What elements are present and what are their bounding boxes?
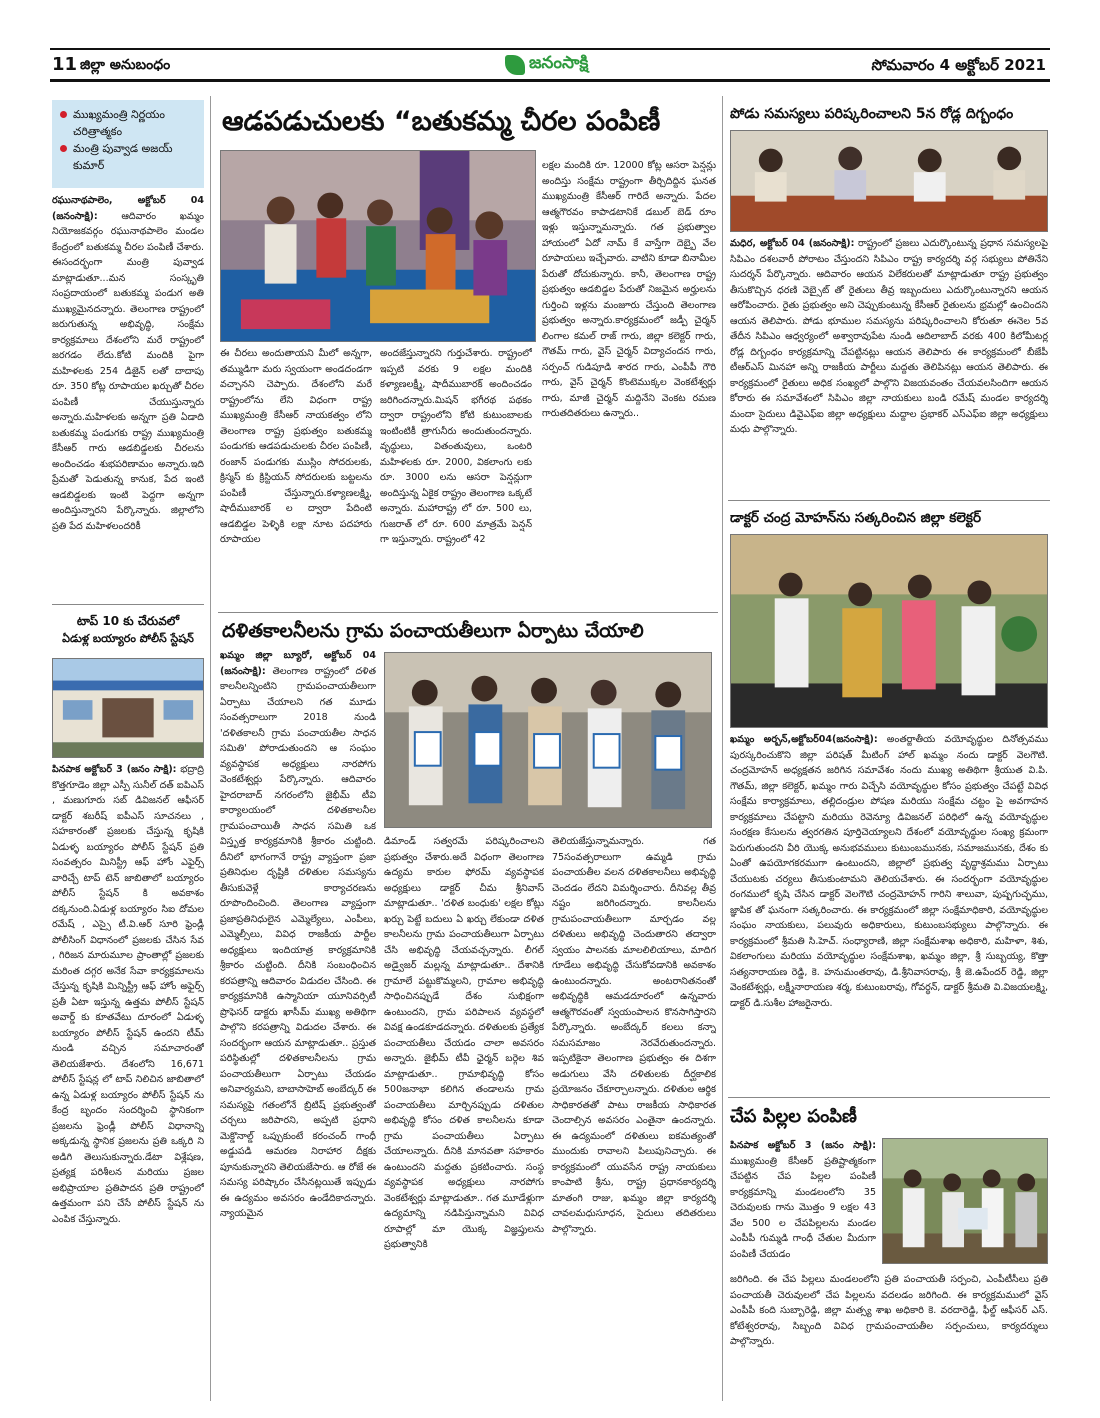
page-number: 11 — [52, 54, 78, 75]
issue-date: సోమవారం 4 అక్టోబర్ 2021 — [871, 56, 1046, 74]
highlights-box — [52, 100, 204, 188]
police-station-photo — [52, 658, 204, 758]
dalit-headline: దళితకాలనీలను గ్రామ పంచాయతీలుగా ఏర్పాటు చేయాలి — [222, 620, 644, 642]
podu-dateline: మధిర, అక్టోబర్ 04 (జనంసాక్షి): — [730, 238, 855, 249]
fish-dateline: పినపాక అక్టోబర్ 3 (జనం సాక్షి): — [730, 1140, 876, 1151]
highlight-item — [60, 140, 196, 174]
collector-dateline: ఖమ్మం అర్బన్,అక్టోబర్04(జనంసాక్షి): — [730, 734, 878, 745]
box-dateline: పినపాక అక్టోబర్ 3 (జనం సాక్షి): — [52, 764, 177, 775]
podu-headline: పోడు సమస్యలు పరిష్కరించాలని 5న రోడ్ల దిగ్బంధం — [730, 106, 1014, 122]
column-divider — [210, 96, 211, 1401]
podu-body — [730, 236, 1048, 496]
podu-press-photo — [730, 130, 1048, 232]
collector-body — [730, 732, 1048, 1092]
logo-text: జనంసాక్షి — [529, 53, 589, 73]
box-body — [52, 762, 204, 1392]
fish-body-text: ముఖ్యమంత్రి కేసీఆర్ ప్రతిష్టాత్మకంగా చేపట్టిన చేప పిల్లల పంపిణీ కార్యక్రమాన్ని మండలంలోని 35 చెరువులకు గాను మొత్తం 9 లక్షల 43 వేల 500 ల చేపపిల్లలను మండల ఎంపీపీ గుమ్మడి గాంధీ చేతుల మీదుగా పంపిణీ చేయడం — [730, 1155, 876, 1260]
lead-col-3: అందజేస్తున్నారని గుర్తుచేశారు. రాష్ట్రంలో ఇప్పటి వరకు 9 లక్షల మందికి కళ్యాణలక్ష్మీ, షాదీముబారక్ అందించడం జరిగిందన్నారు.మిషన్ భగీరథ పథకం ద్వారా రాష్ట్రంలోని కోటి కుటుంబాలకు ఇంటింటికీ త్రాగునీరు అందుతుందన్నారు. వృద్ధులు, వితంతువులు, ఒంటరి మహిళలకు రూ. 2000, వికలాంగు లకు రూ. 3000 లను ఆసరా పెన్షన్లుగా అందిస్తున్న ఏకైక రాష్ట్రం తెలంగాణ ఒక్కటే అన్నారు. మహారాష్ట్ర లో రూ. 500 లు, గుజరాత్ లో రూ. 600 మాత్రమే పెన్షన్ గా ఇస్తున్నారు. రాష్ట్రంలో 42 — [380, 348, 532, 545]
lead-col-2: ఈ చీరలు అందుతాయని మీలో అన్నగా, తమ్ముడిగా మరు స్వయంగా అండదండగా వచ్చానని చెప్పారు. దేశంలోని మరే రాష్ట్రంలోను లేని విధంగా రాష్ట్ర ముఖ్యమంత్రి కేసీఆర్ నాయకత్వం లోని తెలంగాణ రాష్ట్ర ప్రభుత్వం బతుకమ్మ పండుగకు ఆడపడుచులకు చీరల పంపిణీ, రంజాన్ పండుగకు ముస్లిం సోదరులకు, క్రిస్మస్ కు క్రిస్టియన్ సోదరులకు బట్టలను పంపిణీ చేస్తున్నారు.కళ్యాణలక్ష్మి, షాదీముబారక్ ల ద్వారా పేదింటి ఆడబిడ్డల పెళ్ళికి లక్షా నూట పదహారు రూపాయల — [220, 348, 372, 545]
box-body-text: భద్రాద్రి కొత్తగూడెం జిల్లా ఎస్పీ సునీల్ దత్ ఐపిఎస్ , మణుగూరు సబ్ డివిజనల్ ఆఫీసర్ డాక్టర్ శబరీష్ ఐపీఎస్ సూచనలు , సహకారంతో ప్రజలకు చేస్తున్న కృషికి ఏడుళ్ళ బయ్యారం పోలీస్ స్టేషన్ ప్రతి సంవత్సరం మినిస్ట్రీ ఆఫ్ హోం ఎఫైర్స్ వారిచ్చే టాప్ టెన్ జాబితాలో బయ్యారం పోలీస్ స్టేషన్ కి అవకాశం దక్కనుంది.ఏడుళ్ల బయ్యారం సిఐ దోమల రమేష్ , ఎస్సై టీ.వి.ఆర్ సూరి ఫ్రెండ్లీ పోలీసింగ్ విధానంలో ప్రజలకు చేసిన సేవ , గిరిజన మారుమూల ప్రాంతాల్లో ప్రజలకు మరింత దగ్గర అనేక సేవా కార్యక్రమాలను చేస్తున్న కృషికి మిన్నిస్ట్రీ ఆఫ్ హోం అఫైర్స్ ప్రతీ ఏటా ఇస్తున్న ఉత్తమ పోలీస్ స్టేషన్ అవార్డ్ కు కూతవేటు దూరంలో ఏడుళ్ళ బయ్యారం పోలీస్ స్టేషన్ ఉందని టీమ్ నుండి వచ్చిన సమాచారంతో తెలియజేశారు. దేశంలోని 16,671 పోలీస్ స్టేషన్ల లో టాప్ నిలిచిన జాబితాలో ఉన్న ఏడుళ్ల బయ్యారం పోలీస్ స్టేషన్ ను కేంద్ర బృందం సందర్శించి స్థానికంగా ప్రజలను ఫ్రెండ్లీ పోలీస్ విధానాన్ని అక్కడున్న స్థానిక ప్రజలను ప్రతి ఒక్కరి ని అడిగి తెలుసుకున్నారు.డేటా విశ్లేషణ, ప్రత్యక్ష పరిశీలన మరియు ప్రజల అభిప్రాయాల ప్రతిపాదన ప్రతి రాష్ట్రంలో ఉత్తమంగా పని చేసే పోలీస్ స్టేషన్ ను ఎంపిక చేస్తున్నారు. — [52, 764, 204, 1225]
podu-body-text: రాష్ట్రంలో ప్రజలు ఎదుర్కొంటున్న ప్రధాన సమస్యలపై సిపిఎం దశలవారీ పోరాటం చేస్తుందని సిపిఎం రాష్ట్ర కార్యదర్శి వర్గ సభ్యులు పోతినేని సుదర్శన్ పేర్కొన్నారు. ఆదివారం ఆయన విలేకరులతో మాట్లాడుతూ రాష్ట్ర ప్రభుత్వం తీసుకొచ్చిన ధరణి వెబ్సైట్ తో రైతులు తీవ్ర ఇబ్బందులు ఎదుర్కొంటున్నారని ఆయన ఆరోపించారు. రైతు ప్రభుత్వం అని చెప్పుకుంటున్న కేసీఆర్ రైతులను భ్రమల్లో ఉంచిందని ఆయన తెలిపారు. పోడు భూముల సమస్యను పరిష్కరించాలని కోరుతూ ఈనెల 5వ తేదీన సిపిఎం ఆధ్వర్యంలో అశ్వారావుపేట నుండి ఆదిలాబాద్ వరకు 400 కిలోమీటర్ల రోడ్ల దిగ్బంధం కార్యక్రమాన్ని చేపట్టినట్లు ఆయన తెలిపారు ఈ కార్యక్రమంలో బీజేపీ టీఆర్ఎస్ మినహా అన్ని రాజకీయ పార్టీలు మద్దతు తెలిపినట్లు ఆయన తెలిపారు. ఈ కార్యక్రమంలో రైతులు అధిక సంఖ్యలో పాల్గొని విజయవంతం చేయవలసిందిగా ఆయన కోరారు ఈ సమావేశంలో సిపిఎం జిల్లా నాయకులు బండి రమేష్ మండల కార్యదర్శి మందా సైదులు డివైఎఫ్ఐ జిల్లా అధ్యక్షులు మద్దాల ప్రభాకర్ ఎస్ఎఫ్ఐ జిల్లా అధ్యక్షులు మధు పాల్గొన్నారు. — [730, 238, 1048, 435]
box-headline — [52, 612, 204, 652]
lead-col-1 — [52, 193, 204, 600]
collector-headline: డాక్టర్ చంద్ర మోహన్‌ను సత్కరించిన జిల్లా కలెక్టర్ — [730, 510, 981, 526]
fish-distribution-photo — [882, 1138, 1048, 1264]
story-divider — [218, 612, 718, 613]
story-divider — [728, 500, 1050, 501]
lead-body-1: ఆదివారం ఖమ్మం నియోజకవర్గం రఘునాథపాలెం మండల కేంద్రంలో బతుకమ్మ చీరల పంపిణీ చేశారు. ఈసందర్భంగా మంత్రి పువ్వాడ మాట్లాడుతూ...మన సంస్కృతి సంప్రదాయంలో బతుకమ్మ పండుగ అతి ముఖ్యమైనదన్నారు. తెలంగాణ రాష్ట్రంలో జరుగుతున్న అభివృద్ధి, సంక్షేమ కార్యక్రమాలు దేశంలోని మరే రాష్ట్రంలో జరగడం లేదు.కోటి మందికి పైగా మహిళలకు 254 డిజైన్ లతో దాదాపు రూ. 350 కోట్ల రూపాయల ఖర్చుతో చీరల పంపిణీ చేయుస్తున్నారు అన్నారు.మహిళలకు అన్నగా ప్రతి ఏడాది బతుకమ్మ పండుగకు రాష్ట్ర ముఖ్యమంత్రి కేసీఆర్ గారు ఆడబిడ్డలకు చీరలను అందించడం శుభపరిణామం అన్నారు.ఇది ప్రేమతో పెడుతున్న కానుక, పేద ఇంటి ఆడబిడ్డలకు ఇంటి పెద్దగా అన్నగా అందిస్తున్నారని పేర్కొన్నారు. జిల్లాలోని ప్రతి పేద మహిళలందరికీ — [52, 210, 204, 532]
collector-felicitation-photo — [730, 534, 1048, 728]
lead-dateline: రఘునాథపాలెం, అక్టోబర్ 04 (జనంసాక్షి): — [52, 195, 204, 222]
bathukamma-photo — [220, 150, 536, 342]
section-title: జిల్లా అనుబంధం — [80, 57, 171, 73]
fish-body-narrow — [730, 1138, 876, 1270]
bullet-icon — [60, 145, 67, 152]
dalit-col-2: డిమాండ్ సత్వరమే పరిష్కరించాలని ప్రభుత్వం చేశారు.అదే విధంగా తెలంగాణ ఉద్యమ కారుల ఫోరమ్ వ్యవస్థాపక అధ్యక్షులు డాక్టర్ చీమ శ్రీనివాస్ మాట్లాడుతూ.. 'దళిత బంధుకు' లక్షల కోట్లు ఖర్చు పెట్టే బదులు ఏ ఖర్చు లేకుండా దళిత కాలనీలను గ్రామ పంచాయతీలుగా ఏర్పాటు చేసి అభివృద్ధి చేయవచ్చన్నారు. లీగల్ అడ్వైజర్ మల్లన్న మాట్లాడుతూ.. దేశానికి గ్రామాలే పట్టుకొమ్మలని, గ్రామాల అభివృద్ధి సాధించినప్పుడే దేశం సుభిక్షంగా ఉంటుందని, గ్రామ పరిపాలన వ్యవస్థలో వివక్ష ఉండకూడదన్నారు. దళితులకు ప్రత్యేక పంచాయతీలు చేయడం చాలా అవసరం అన్నారు. జైభీమ్ టీవీ ఛైర్మన్ బర్గెల శివ మాట్లాడుతూ.. గ్రామాభివృద్ధి కోసం 500జనాభా కలిగిన తండాలను గ్రామ పంచాయతీలు మార్చినప్పుడు దళితుల అభివృద్ధి కోసం దళిత కాలనీలను కూడా గ్రామ పంచాయతీలు ఏర్పాటు చేయాలన్నారు. దీనికి మానవతా సహకారం ఉంటుందని మద్దతు ప్రకటించారు. సంస్థ వ్యవస్థాపక అధ్యక్షులు నారపోగు వెంకటేశ్వర్లు మాట్లాడుతూ.. గత మూడేళ్లుగా ఉద్యమాన్ని నడిపిస్తున్నామని వివిధ రూపాల్లో మా యొక్క విజ్ఞప్తులను ప్రభుత్వానికి — [384, 836, 544, 1250]
story-divider — [728, 1097, 1050, 1098]
column-divider — [722, 96, 723, 1401]
fish-headline: చేప పిల్లల పంపిణీ — [730, 1106, 857, 1127]
dalit-pamphlet-photo — [384, 652, 712, 828]
dalit-body-1: తెలంగాణ రాష్ట్రంలో దళిత కాలనీలన్నింటిని గ్రామపంచాయతీలుగా ఏర్పాటు చేయాలని గత మూడు సంవత్సరాలుగా 2018 నుండి 'దళితకాలనీ గ్రామ పంచాయతీల సాధన సమితి' పోరాడుతుందని ఆ సంఘం వ్యవస్థాపక అధ్యక్షులు నారపోగు వెంకటేశ్వర్లు పేర్కొన్నారు. ఆదివారం హైదరాబాద్ నగరంలోని జైభీమ్ టీవి కార్యాలయంలో దళితకాలనీల గ్రామపంచాయితీ సాధన సమితి ఒక విస్తృత్త కార్యక్రమానికి శ్రీకారం చుట్టింది. దీనిలో భాగంగానే రాష్ట్ర వ్యాప్తంగా ప్రజా ప్రతినిధుల దృష్టికి దళితుల సమస్యను తీసుకువెళ్లే కార్యాచరణను రూపొందించింది. తెలంగాణ వ్యాప్తంగా ప్రజాప్రతినిధులైన ఎమ్మెల్యేలు, ఎంపీలు, ఎమ్మెల్సీలు, వివిధ రాజకీయ పార్టీల అధ్యక్షులు ఇందియాత్ర కార్యక్రమానికి శ్రీకారం చుట్టింది. దీనికి సంబంధించిన కరపత్రాన్ని ఆదివారం విడుదల చేసింది. ఈ కార్యక్రమానికి ఉస్మానియా యూనివర్సిటీ ప్రొఫెసర్ డాక్టరు ఖాసీమ్ ముఖ్య అతిథిగా పాల్గొని కరపత్రాన్ని విడుదల చేశారు. ఈ సందర్భంగా ఆయన మాట్లాడుతూ.. ప్రస్తుత పరిస్థితుల్లో దళితకాలనీలను గ్రామ పంచాయతీలుగా ఏర్పాటు చేయడం అనివార్యమని, బాబాసాహెబ్ అంబేద్కర్ ఈ సమస్యపై గతంలోనే బ్రిటిష్ ప్రభుత్వంతో చర్చలు జరిపారని, అప్పటి ప్రధాని మెక్డొనాల్డ్ ఒప్పుకుంటే కరంచంద్ గాంధీ అడ్డుపడి ఆమరణ నిరాహార దీక్షకు పూనుకున్నారని తెలియజేసారు. ఆ రోజే ఈ సమస్య పరిష్కారం చేసినట్లయితే ఇప్పుడు ఈ ఉద్యమం అవసరం ఉండేదికాదన్నారు. న్యాయమైన — [220, 665, 376, 1219]
story-divider — [52, 604, 204, 605]
collector-body-text: అంతర్జాతీయ వయోవృద్ధుల దినోత్సవము పురస్కరించుకొని జిల్లా పరిషత్ మీటింగ్ హాల్ ఖమ్మం నందు డాక్టర్ వెలగౌటి. చంద్రమోహన్ అధ్యక్షతన జరిగిన సమావేశం నందు ముఖ్య అతిథిగా శ్రీయుత వి.పి. గౌతమ్, జిల్లా కలెక్టర్, ఖమ్మం గారు విచ్చేసి వయోవృద్ధుల కోసం ప్రభుత్వం చేపట్టే వివిధ సంక్షేమ కార్యాక్రమాలు, తల్లిదండ్రుల పోషణ మరియు సంక్షేమ చట్టం పై అవగాహన కార్యక్రమాలు చేపట్టాని మరియు రెవెన్యూ డివిజనల్ పరిధిలో ఉన్న వయోవృద్ధుల సంరక్షణ కేసులను త్వరగతిన పూర్తిచెయ్యాలని దేశంలో వయోవృద్ధుల సంఖ్య క్రమంగా పెరుగుతుందని వీరి యొక్క అనుభవములు కుటుంబమునకు, సమాజమునకు, దేశం కు ఏంతో ఉపయోగకరముగా ఉంటుందని, జిల్లాలో ప్రభుత్వ వృద్ధాశ్రమము ఏర్పాటు చేయుటకు చర్యలు తీసుకుంటామని తెలియచేశారు. ఈ సందర్భంగా వయోవృద్ధుల రంగములో కృషి చేసిన డాక్టర్ వెలగౌటి చంద్రమోహన్ గారిని శాలువా, పుష్పగుచ్ఛము, జ్ఞాపిక తో ఘనంగా సత్కరించారు. ఈ కార్యక్రమంలో జిల్లా సంక్షేమాధికారి, వయోవృద్ధుల సంఘం నాయకులు, పలువురు అధికారులు, కుటుంబసభ్యులు పాల్గొన్నారు. ఈ కార్యక్రమంలో శ్రీమతి సి.హెచ్. సంధ్యారాణి, జిల్లా సంక్షేమశాఖ అధికారి, మహిళా, శిశు, వికలాంగులు మరియు వయోవృద్ధుల సంక్షేమశాఖ, ఖమ్మం జిల్లా, శ్రీ సుబ్బయ్య, కొత్తా సత్యనారాయణ రెడ్డి, కె. హనుమంతరావు, డి.శ్రీనివాసరావు, శ్రీ జె.ఉపేందర్ రెడ్డి, జిల్లా వెంకటేశ్వర్లు, లక్ష్మీనారాయణ శర్మ, కుటుంబరావు, గోవర్ధన్, డాక్టర్ శ్రీమతి వి.విజయలక్ష్మి, డాక్టర్ డి.సుశీల హాజరైనారు. — [730, 734, 1048, 1009]
lead-headline: ఆడపడుచులకు “బతుకమ్మ చీరల పంపిణీ — [222, 106, 661, 137]
highlight-text: మంత్రి పువ్వాడ అజయ్ కుమార్ — [73, 142, 173, 172]
highlight-item — [60, 106, 196, 140]
highlight-text: ముఖ్యమంత్రి నిర్ణయం చరిత్రాత్మకం — [73, 108, 165, 138]
masthead — [50, 48, 1050, 82]
dalit-col-3: తెలియజేస్తున్నామన్నారు. గత 75సంవత్సరాలుగా ఉమ్మడి గ్రామ పంచాయతీల వలన దళితకాలనీలు అభివృద్ధి చెందడం లేదని విమర్శించారు. దీనివల్ల తీవ్ర నష్టం జరిగిందన్నారు. కాలనీలను గ్రామపంచాయతీలుగా మార్చడం వల్ల దళితులు అభివృద్ధి చెందుతారని తద్వారా స్వయం పాలనకు మాలలిలియాలు, మాదిగ గూడేలు అభివృద్ధి చేసుకోవడానికి అవకాశం ఉంటుందన్నారు. అంటరానితనంతో అభివృద్ధికి ఆమడదూరంలో ఉన్నవారు ఆత్మగౌరవంతో స్వయంపాలన కొనసాగిస్తారని పేర్కొన్నారు. అంబేద్కర్ కలలు కన్నా సమసమాజం నెరవేరుతుందన్నారు. ఇప్పటికైనా తెలంగాణ ప్రభుత్వం ఈ దిశగా అడుగులు వేసి దళితులకు దీర్ఘకాలిక ప్రయోజనం చేకూర్చాలన్నారు. దళితుల ఆర్థిక సాధికారతతో పాటు రాజకీయ సాధికారత చెందాల్సిన అవసరం ఎంతైనా ఉందన్నారు. ఈ ఉద్యమంలో దళితులు ఐకమత్యంతో ముందుకు రావాలని పిలుపునిచ్చారు. ఈ కార్యక్రమంలో యువసేన రాష్ట్ర నాయకులు కాంపాటి శ్రీను, రాష్ట్ర ప్రధానకార్యదర్శి మాతంగి రాజు, ఖమ్మం జిల్లా కార్యదర్శి చావలమధుసూధన, సైదులు తదితరులు పాల్గొన్నారు. — [552, 836, 716, 1235]
fish-body-wide: జరిగింది. ఈ చేప పిల్లలు మండలంలోని ప్రతి పంచాయతీ సర్పంచి, ఎంపీటీసీలు ప్రతి పంచాయతీ చెరువులలో చేప పిల్లలను వదలడం జరిగింది. ఈ కార్యక్రమములో వైస్ ఎంపీపీ కంది సుబ్బారెడ్డి, జిల్లా మత్స్య శాఖ అధికారి కె. వరదారెడ్డి, ఫీల్డ్ ఆఫీసర్ ఎస్. కోటేశ్వరరావు, సిబ్బంది వివిధ గ్రామపంచాయతీల సర్పంచులు, కార్యదర్శులు పాల్గొన్నారు. — [730, 1274, 1048, 1347]
dalit-dateline: ఖమ్మం జిల్లా బ్యూరో, అక్టోబర్ 04 (జనంసాక్షి): — [220, 650, 376, 677]
logo-leaf-icon — [505, 55, 525, 75]
box-headline-line: ఏడుళ్ల బయ్యారం పోలీస్ స్టేషన్ — [62, 632, 194, 645]
dalit-col-1 — [220, 648, 376, 1392]
lead-col-4: లక్షల మందికి రూ. 12000 కోట్ల ఆసరా పెన్షన్లు అందిస్తు సంక్షేమ రాష్ట్రంగా తీర్చిదిద్దిన ఘనత ముఖ్యమంత్రి కేసీఆర్ గారిదే అన్నారు. పేదల ఆత్మగౌరవం కాపాడటానికే డబుల్ బెడ్ రూం ఇళ్లు ఇస్తున్నామన్నారు. గత ప్రభుత్వాల హాయంలో ఏదో నామ్ కే వాస్తేగా దెబ్బై వేల రూపాయలు ఇచ్చేవారు. వాటిని కూడా బినామీల పేరుతో దోచుకున్నారు. కానీ, తెలంగాణ రాష్ట్ర ప్రభుత్వం ఆడబిడ్డల పేరుతో నిజమైన అర్హులను గుర్తించి ఇళ్లను మంజూరు చేస్తుంది తెలంగాణ ప్రభుత్వం అన్నారు.కార్యక్రమంలో జడ్పీ చైర్మన్ లింగాల కమల్ రాజ్ గారు, జిల్లా కలెక్టర్ గారు, గౌతమ్ గారు, వైస్ చైర్మన్ విద్యాచందన గారు, సర్పంచ్ గుడిపూడి శారద గారు, ఎంపీపీ గౌరి గారు, వైస్ చైర్మన్ కొంటెముక్కల వెంకటేశ్వర్లు గారు, మాజీ చైర్మన్ మద్దినేని వెంకట రమణ గారుతదితరులు ఉన్నారు.. — [542, 160, 716, 419]
bullet-icon — [60, 111, 67, 118]
box-headline-line: టాప్ 10 కు చేరువలో — [76, 614, 180, 628]
newspaper-logo — [505, 52, 588, 78]
